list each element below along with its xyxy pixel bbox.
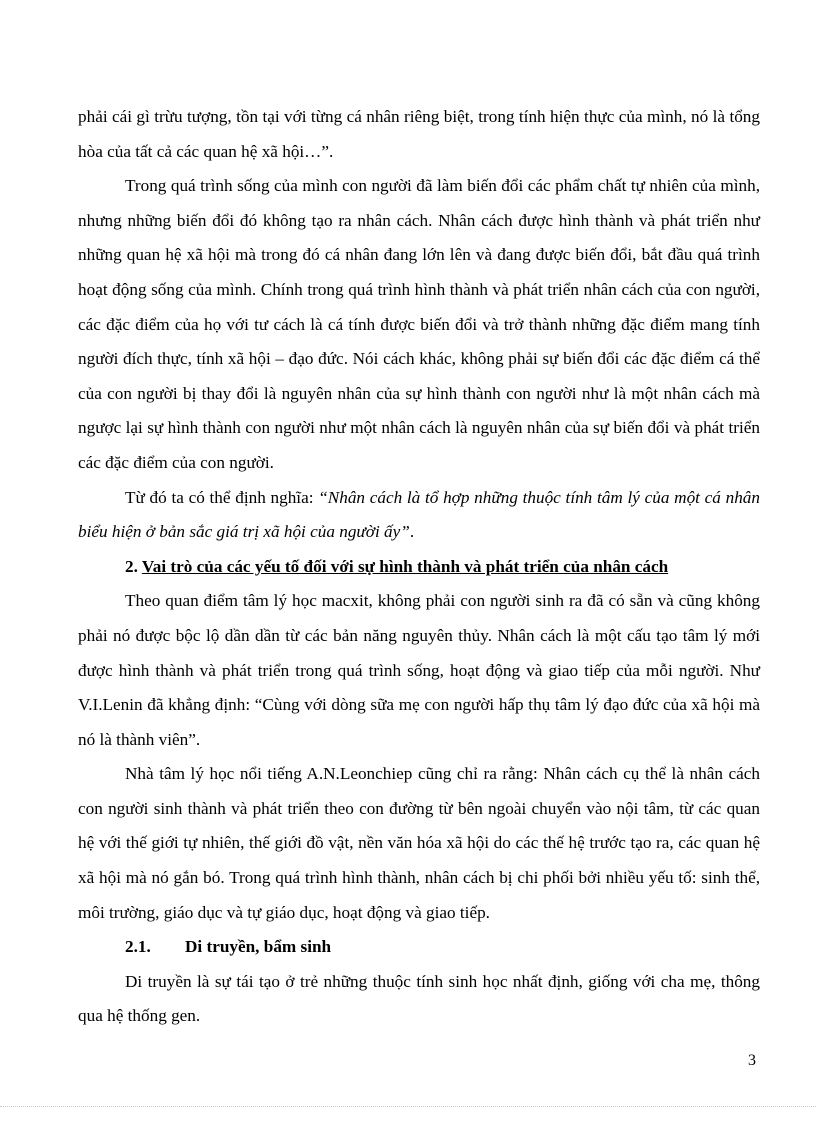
paragraph-marxist-view: Theo quan điểm tâm lý học macxit, không phải con người sinh ra đã có sẵn và cũng không phải nó được bộc lộ dần dần từ các bản năng nguyên thủy. Nhân cách là một cấu tạo tâm lý mới được hình thành và phát triển trong quá trình sống, hoạt động và giao tiếp của mỗi người. Như V.I.Lenin đã khẳng định: “Cùng với dòng sữa mẹ con người hấp thụ tâm lý đạo đức của xã hội mà nó là thành viên”. [78,591,760,749]
definition-lead: Từ đó ta có thể định nghĩa: [125,487,319,507]
document-page [78,100,760,1034]
paragraph-leonchiep: Nhà tâm lý học nổi tiếng A.N.Leonchiep cũng chỉ ra rằng: Nhân cách cụ thể là nhân cách con người sinh thành và phát triển theo con đường từ bên ngoài chuyển vào nội tâm, từ các quan hệ với thế giới tự nhiên, thế giới đồ vật, nền văn hóa xã hội do các thế hệ trước tạo ra, các quan hệ xã hội mà nó gắn bó. Trong quá trình hình thành, nhân cách bị chi phối bởi nhiều yếu tố: sinh thể, môi trường, giáo dục và tự giáo dục, hoạt động và giao tiếp. [78,764,760,922]
paragraph-definition [78,481,760,550]
page-bottom-divider [0,1106,816,1107]
paragraph-heredity: Di truyền là sự tái tạo ở trẻ những thuộc tính sinh học nhất định, giống với cha mẹ, thông qua hệ thống gen. [78,971,760,1026]
section-2-heading [78,550,760,585]
definition-quote: “Nhân cách là tổ hợp những thuộc tính tâm lý của một cá nhân biểu hiện ở bản sắc giá trị xã hội của người ấy” [78,487,760,542]
section-2-1-heading [78,930,760,965]
section-2-title: Vai trò của các yếu tố đối với sự hình thành và phát triển của nhân cách [141,556,669,576]
paragraph-personality-formation: Trong quá trình sống của mình con người đã làm biến đổi các phẩm chất tự nhiên của mình, nhưng những biến đổi đó không tạo ra nhân cách. Nhân cách được hình thành và phát triển như những quan hệ xã hội mà trong đó cá nhân đang lớn lên và đang được biến đổi, bắt đầu quá trình hoạt động sống của mình. Chính trong quá trình hình thành và phát triển nhân cách của con người, các đặc điểm của họ với tư cách là cá tính được biến đổi và trở thành những đặc điểm mang tính người đích thực, tính xã hội – đạo đức. Nói cách khác, không phải sự biến đổi các đặc điểm cá thể của con người bị thay đổi là nguyên nhân của sự hình thành con người như là một nhân cách mà ngược lại sự hình thành con người như một nhân cách là nguyên nhân của sự biến đổi và phát triển các đặc điểm của con người. [78,176,760,472]
page-number: 3 [748,1052,756,1069]
section-2-1-number: 2.1. [125,937,151,957]
section-2-1-title: Di truyền, bẩm sinh [185,937,332,957]
definition-end: . [409,522,415,542]
paragraph-continuation: phải cái gì trừu tượng, tồn tại với từng cá nhân riêng biệt, trong tính hiện thực của mình, nó là tổng hòa của tất cả các quan hệ xã hội…”. [78,107,760,161]
section-2-number: 2. [125,556,142,576]
